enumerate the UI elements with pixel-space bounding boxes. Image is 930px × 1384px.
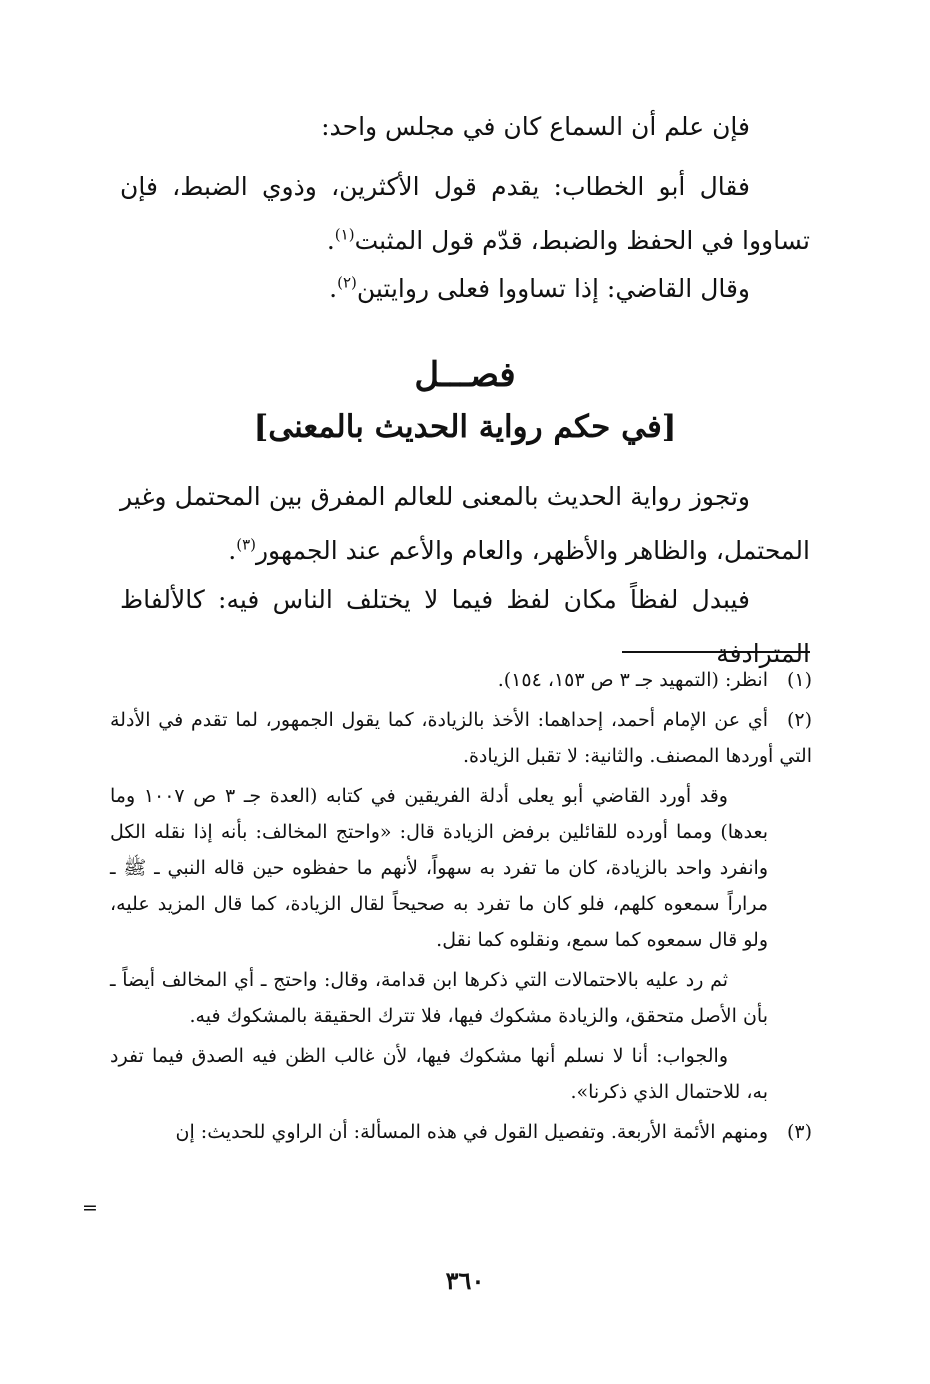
paragraph-2-body: فقال أبو الخطاب: يقدم قول الأكثرين، وذوي الضبط، فإن تساووا في الحفظ والضبط، قدّم قول المثبت bbox=[120, 172, 810, 255]
footnote-2-number: (٢) bbox=[786, 709, 813, 731]
paragraph-2-end: . bbox=[326, 226, 335, 255]
paragraph-3 bbox=[120, 262, 810, 316]
footnote-ref-1: (١) bbox=[334, 225, 355, 244]
footnote-ref-3: (٣) bbox=[236, 535, 256, 554]
paragraph-4 bbox=[120, 470, 810, 578]
footnote-1-text: انظر: (التمهيد جـ ٣ ص ١٥٣، ١٥٤). bbox=[497, 669, 768, 691]
paragraph-1 bbox=[120, 100, 810, 154]
paragraph-2 bbox=[120, 160, 810, 268]
paragraph-4-text bbox=[120, 470, 810, 578]
paragraph-5-text: فيبدل لفظاً مكان لفظ فيما لا يختلف الناس فيه: كالألفاظ المترادفة bbox=[120, 585, 810, 668]
footnote-2-paragraph-4: والجواب: أنا لا نسلم أنها مشكوك فيها، لأن غالب الظن فيه الصدق فيما تفرد به، للاحتمال الذي ذكرنا». bbox=[110, 1045, 768, 1103]
footnote-2-paragraph-3: ثم رد عليه بالاحتمالات التي ذكرها ابن قدامة، وقال: واحتج ـ أي المخالف أيضاً ـ بأن الأصل متحقق، والزيادة مشكوك فيها، فلا تترك الحقيقة بالمشكوك فيه. bbox=[110, 969, 768, 1027]
section-title: فصـــل bbox=[414, 355, 516, 395]
paragraph-4-end: . bbox=[228, 536, 237, 565]
footnote-1 bbox=[110, 662, 812, 698]
footnote-3 bbox=[110, 1114, 812, 1150]
footnote-separator bbox=[622, 651, 810, 653]
footnote-continuation-mark: = bbox=[82, 1197, 98, 1219]
paragraph-2-text bbox=[120, 160, 810, 268]
section-subtitle: [في حكم رواية الحديث بالمعنى] bbox=[253, 409, 677, 445]
paragraph-3-end: . bbox=[329, 274, 338, 303]
paragraph-3-body: وقال القاضي: إذا تساووا فعلى روايتين bbox=[356, 274, 750, 303]
paragraph-4-body: وتجوز رواية الحديث بالمعنى للعالم المفرق بين المحتمل وغير المحتمل، والظاهر والأظهر، والعام والأعم عند الجمهور bbox=[120, 482, 810, 565]
footnote-1-number: (١) bbox=[786, 669, 812, 691]
page-number: ٣٦٠ bbox=[445, 1266, 485, 1295]
footnote-2 bbox=[110, 702, 812, 774]
footnote-3-number: (٣) bbox=[786, 1121, 812, 1143]
footnote-2-paragraph-2: وقد أورد القاضي أبو يعلى أدلة الفريقين في كتابه (العدة جـ ٣ ص ١٠٠٧ وما بعدها) ومما أورده للقائلين برفض الزيادة قال: «واحتج المخالف: بأنه إذا نقله الكل وانفرد واحد بالزيادة، كان ما تفرد به سهواً، لأنهم ما حفظوه حين قاله النبي ـ ﷺ ـ مراراً سمعوه كلهم، فلو كان ما تفرد به صحيحاً لقال الزيادة، كما قال المزيد عليه، ولو قال سمعوه كما سمع، ونقلوه كما نقل. bbox=[110, 785, 768, 951]
footnote-ref-2: (٢) bbox=[337, 273, 357, 292]
paragraph-1-text: فإن علم أن السماع كان في مجلس واحد: bbox=[321, 112, 750, 141]
footnotes bbox=[110, 662, 812, 1150]
footnote-2-text: أي عن الإمام أحمد، إحداهما: الأخذ بالزيادة، كما يقول الجمهور، لما تقدم في الأدلة التي أوردها المصنف. والثانية: لا تقبل الزيادة. bbox=[110, 709, 812, 767]
footnote-3-text: ومنهم الأئمة الأربعة. وتفصيل القول في هذه المسألة: أن الراوي للحديث: إن bbox=[175, 1121, 768, 1143]
paragraph-3-text bbox=[120, 262, 810, 316]
